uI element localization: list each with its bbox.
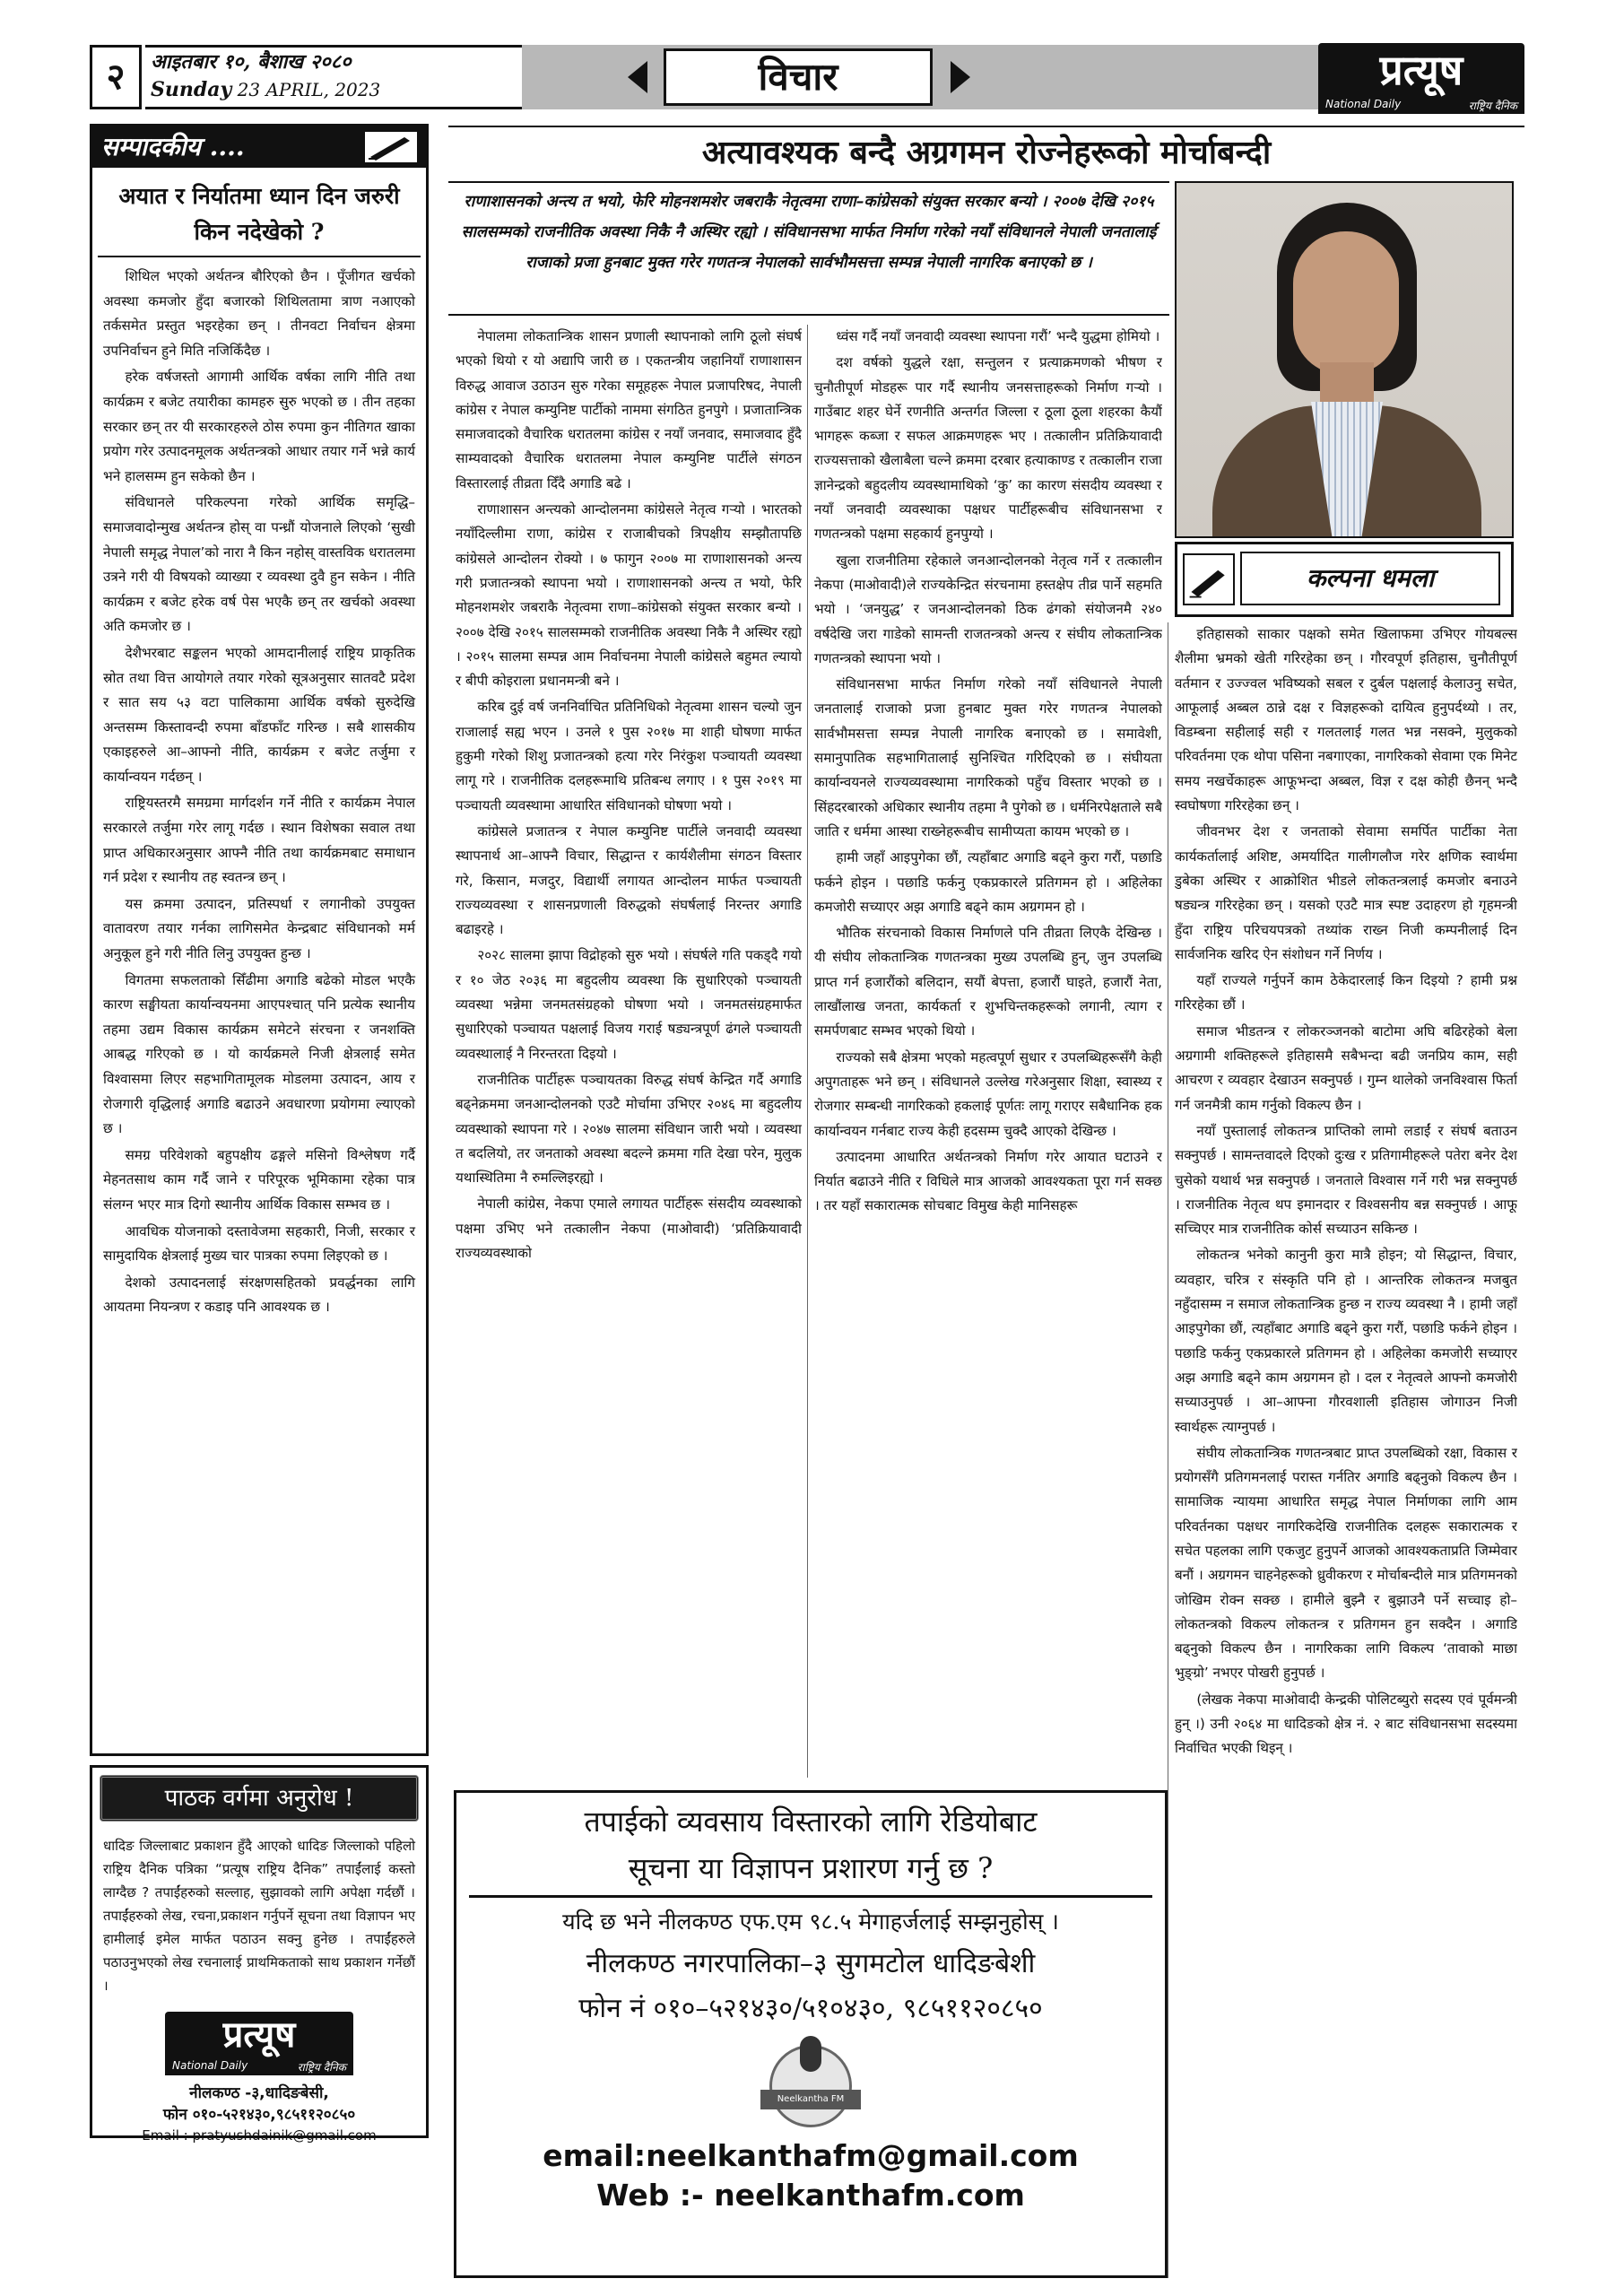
author-name: कल्पना धमला bbox=[1240, 552, 1500, 605]
reader-address bbox=[100, 2083, 419, 2126]
radio-logo-text: Neelkantha FM bbox=[760, 2090, 861, 2109]
arrow-left-icon bbox=[628, 61, 647, 93]
editorial-paragraph: हरेक वर्षजस्तो आगामी आर्थिक वर्षका लागि नीति तथा कार्यक्रम र बजेट तयारीका कामहरु सुरु भएको छ । तीन तहका सरकार छन् तर यी सरकारहरुले ठोस रुपमा कुन नीतिगत खाका प्रयोग गरेर उत्पादनमूलक अर्थतन्त्रको आधार तयार गर्ने भन्ने कार्य भने हालसम्म हुन सकेको छैन । bbox=[103, 369, 415, 484]
logo-tag-right: राष्ट्रिय दैनिक bbox=[1468, 100, 1517, 112]
editorial-banner bbox=[92, 126, 426, 168]
article-column-2 bbox=[814, 325, 1162, 1778]
page-header bbox=[90, 43, 1524, 117]
column-divider bbox=[807, 325, 808, 1778]
ad-divider bbox=[469, 1895, 1152, 1898]
editorial-paragraph: विगतमा सफलताको सिँढीमा अगाडि बढेको मोडल भएकै कारण सङ्घीयता कार्यान्वयनमा आएपश्चात् पनि प्रत्येक स्थानीय तहमा उद्यम विकास कार्यक्रम समेटने संरचना र जनशक्ति आबद्ध गरिएको छ । यो कार्यक्रमले निजी क्षेत्रलाई समेत विश्वासमा लिएर सहभागितामूलक मोडलमा उत्पादन, आय र रोजगारी वृद्धिलाई अगाडि बढाउने अवधारणा प्रयोगमा ल्याएको छ । bbox=[103, 971, 415, 1137]
article-column-1 bbox=[456, 325, 802, 1778]
logo-tag-left: National Daily bbox=[1325, 98, 1402, 110]
reader-logo-tag-left: National Daily bbox=[172, 2059, 248, 2072]
editorial-paragraph: संविधानले परिकल्पना गरेको आर्थिक समृद्धि–समाजवादोन्मुख अर्थतन्त्र होस् वा पन्ध्रौं योजनाले लिएको ‘सुखी नेपाली समृद्ध नेपाल’को नारा नै किन नहोस् वास्तविक धरातलमा उत्रने गरी यी विषयको व्याख्या र व्यवस्था दुवै हुन सकेन । नीति कार्यक्रम र बजेट हरेक वर्ष पेस भएकै छन् तर खर्चको अवस्था अति कमजोर छ । bbox=[103, 494, 415, 635]
reader-logo-tag-right: राष्ट्रिय दैनिक bbox=[297, 2061, 346, 2074]
newspaper-logo bbox=[1318, 43, 1524, 115]
editorial-headline: अयात र निर्यातमा ध्यान दिन जरुरी किन नदेखेको ? bbox=[98, 168, 421, 257]
article-col2-paragraph: दश वर्षको युद्धले रक्षा, सन्तुलन र प्रत्याक्रमणको भीषण र चुनौतीपूर्ण मोडहरू पार गर्दै स्थानीय जनसत्ताहरूको निर्माण गर्‍यो । गाउँबाट शहर घेर्ने रणनीति अन्तर्गत जिल्ला र ठूला ठूला शहरका कैयौं भागहरू कब्जा र सफल आक्रमणहरू भए । तत्कालीन प्रतिक्रियावादी राज्यसत्ताको खैलाबैला चल्ने क्रममा दरबार हत्याकाण्ड र तत्कालीन राजा ज्ञानेन्द्रको बहुदलीय व्यवस्थामाथिको ‘कु’ का कारण संसदीय व्यवस्था र नयाँ जनवादी व्यवस्थाका पक्षधर पार्टीहरूबीच संविधानसभा र गणतन्त्रको पक्षमा सहकार्य हुनपुग्यो । bbox=[814, 354, 1162, 543]
page-number: २ bbox=[90, 45, 142, 109]
article-lead: राणाशासनको अन्त्य त भयो, फेरि मोहनशमशेर जबराकै नेतृत्वमा राणा–कांग्रेसको संयुक्त सरकार बन्यो । २००७ देखि २०१५ सालसम्मको राजनीतिक अवस्था निकै नै अस्थिर रह्यो । संविधानसभा मार्फत निर्माण गरेको नयाँ संविधानले नेपाली जनतालाई राजाको प्रजा हुनबाट मुक्त गरेर गणतन्त्र नेपालको सार्वभौमसत्ता सम्पन्न नेपाली नागरिक बनाएको छ । bbox=[448, 181, 1169, 316]
editorial-paragraph: देशैभरबाट सङ्कलन भएको आमदानीलाई राष्ट्रिय प्राकृतिक स्रोत तथा वित्त आयोगले तयार गरेको सूत्रअनुसार सातवटै प्रदेश र सात सय ५३ वटा पालिकामा आर्थिक वर्षको सुरुदेखि अन्तसम्म किस्तावन्दी रुपमा बाँडफाँट गरिन्छ । सबै शासकीय एकाइहरुले आ–आफ्नो नीति, कार्यक्रम र बजेट तर्जुमा र कार्यान्वयन गर्दछन् । bbox=[103, 644, 415, 785]
article-col2-paragraph: राज्यको सबै क्षेत्रमा भएको महत्वपूर्ण सुधार र उपलब्धिहरूसँगै केही अपुगताहरू भने छन् । संविधानले उल्लेख गरेअनुसार शिक्षा, स्वास्थ्य र रोजगार सम्बन्धी नागरिकको हकलाई पूर्णतः लागू गराएर सबैधानिक हक कार्यान्वयन गर्नबाट राज्य केही हदसम्म चुक्दै आएको देखिन्छ । bbox=[814, 1048, 1162, 1139]
section-title: विचार bbox=[664, 48, 933, 106]
reader-address-line: नीलकण्ठ -३,धादिङबेसी, bbox=[189, 2084, 329, 2102]
article-col1-paragraph: नेपालमा लोकतान्त्रिक शासन प्रणाली स्थापनाको लागि ठूलो संघर्ष भएको थियो र यो अद्यापि जारी छ । एकतन्त्रीय जहानियाँ राणाशासन विरुद्ध आवाज उठाउन सुरु गरेका समूहहरू नेपाल प्रजापरिषद, नेपाली कांग्रेस र नेपाल कम्युनिष्ट पार्टीको नाममा संगठित हुनपुगे । प्रजातान्त्रिक समाजवादको वैचारिक धरातलमा कांग्रेस र नयाँ जनवाद, समाजवाद हुँदै साम्यवादको वैचारिक धरातलमा नेपाल कम्युनिष्ट पार्टीले संगठन विस्तारलाई तीव्रता दिँदै अगाडि बढे । bbox=[456, 328, 802, 491]
article-col1-paragraph: राजनीतिक पार्टीहरू पञ्चायतका विरुद्ध संघर्ष केन्द्रित गर्दै अगाडि बढ्नेक्रममा जनआन्दोलनको एउटै मोर्चामा उभिएर २०४६ मा बहुदलीय व्यवस्थाको स्थापना गरे । २०४७ सालमा संविधान जारी भयो । व्यवस्था त बदलियो, तर जनताको अवस्था बदल्ने क्रममा गति देखा परेन, मुलुक यथास्थितिमा नै रुमल्लिइरह्यो । bbox=[456, 1071, 802, 1187]
author-byline bbox=[1175, 542, 1514, 617]
reader-phone: फोन ०१०-५२१४३०,९८५११२०८५० bbox=[162, 2106, 356, 2124]
reader-logo-name: प्रत्यूष bbox=[165, 2012, 353, 2058]
article-col3-paragraph: जीवनभर देश र जनताको सेवामा समर्पित पार्टीका नेता कार्यकर्तालाई अशिष्ट, अमर्यादित गालीगलौज गरेर क्षणिक स्वार्थमा डुबेका अस्थिर र आक्रोशित भीडले लोकतन्त्रलाई कमजोर बनाउने षड्यन्त्र गरिरहेका छन् । यसको एउटै मात्र स्पष्ट उदाहरण हो गृहमन्त्री हुँदा राष्ट्रिय परिचयपत्रको तथ्यांक राख्न निजी कम्पनीलाई दिन सार्वजनिक खरिद ऐन संशोधन गर्ने निर्णय । bbox=[1175, 823, 1517, 962]
reader-logo bbox=[165, 2012, 353, 2075]
article-col1-paragraph: राणाशासन अन्त्यको आन्दोलनमा कांग्रेसले नेतृत्व गर्‍यो । भारतको नयाँदिल्लीमा राणा, कांग्रेस र राजाबीचको त्रिपक्षीय सम्झौतापछि कांग्रेसले आन्दोलन रोक्यो । ७ फागुन २००७ मा राणाशासनको अन्त्य गरी प्रजातन्त्रको स्थापना भयो । राणाशासनको अन्त्य त भयो, फेरि मोहनशमशेर जबराकै नेतृत्वमा राणा–कांग्रेसको संयुक्त सरकार बन्यो । २००७ देखि २०१५ सालसम्मको राजनीतिक अवस्था निकै नै अस्थिर रह्यो । २०१५ सालमा सम्पन्न आम निर्वाचनमा नेपाली कांग्रेसले बहुमत ल्यायो र बीपी कोइराला प्रधानमन्त्री बने । bbox=[456, 501, 802, 690]
reader-request-title: पाठक वर्गमा अनुरोध ! bbox=[100, 1775, 419, 1822]
reader-email[interactable]: Email : pratyushdainik@gmail.com bbox=[142, 2127, 377, 2144]
editorial-label: सम्पादकीय .... bbox=[101, 132, 245, 161]
radio-logo bbox=[757, 2036, 864, 2131]
reader-logo-tagline bbox=[165, 2058, 353, 2075]
logo-name: प्रत्यूष bbox=[1318, 43, 1524, 97]
article-col3-paragraph: समाज भीडतन्त्र र लोकरञ्जनको बाटोमा अघि बढिरहेको बेला अग्रगामी शक्तिहरूले इतिहासमै सबैभन्दा बढी जनप्रिय काम, सही आचरण र व्यवहार देखाउन सक्नुपर्छ । गुम्न थालेको जनविश्वास फिर्ता गर्न जनमैत्री काम गर्नुको विकल्प छैन । bbox=[1175, 1022, 1517, 1113]
ad-line-4: नीलकण्ठ नगरपालिका–३ सुगमटोल धादिङबेशी bbox=[586, 1948, 1036, 1979]
article-col2-paragraph: ध्वंस गर्दै नयाँ जनवादी व्यवस्था स्थापना गरौं’ भन्दै युद्धमा होमियो । bbox=[836, 328, 1160, 344]
ad-line-3: यदि छ भने नीलकण्ठ एफ.एम ९८.५ मेगाहर्जलाई सम्झनुहोस् । bbox=[562, 1909, 1059, 1935]
logo-tagline bbox=[1318, 97, 1524, 114]
date-nepali: आइतबार १०, बैशाख २०८० bbox=[151, 50, 352, 74]
article-col3-paragraph: लोकतन्त्र भनेको कानुनी कुरा मात्रै होइन; यो सिद्धान्त, विचार, व्यवहार, चरित्र र संस्कृति पनि हो । आन्तरिक लोकतन्त्र मजबुत नहुँदासम्म न समाज लोकतान्त्रिक हुन्छ न राज्य व्यवस्था नै । हामी जहाँ आइपुगेका छौं, त्यहाँबाट अगाडि बढ्ने कुरा गरौं, पछाडि फर्कने होइन । पछाडि फर्कनु एकप्रकारले प्रतिगमन हो । अहिलेका कमजोरी सच्याएर अझ अगाडि बढ्ने काम अग्रगमन हो । दल र नेतृत्वले आफ्नो कमजोरी सच्याउनुपर्छ । आ–आफ्ना गौरवशाली इतिहास जोगाउन निजी स्वार्थहरू त्याग्नुपर्छ । bbox=[1175, 1247, 1517, 1435]
article-col1-paragraph: करिब दुई वर्ष जननिर्वाचित प्रतिनिधिको नेतृत्वमा शासन चल्यो जुन राजालाई सह्य भएन । उनले १ पुस २०१७ मा शाही घोषणा मार्फत हुकुमी गरेको शिशु प्रजातन्त्रको हत्या गरेर निरंकुश पञ्चायती व्यवस्था लागू गरे । राजनीतिक दलहरूमाथि प्रतिबन्ध लगाए । १ पुस २०१९ मा पञ्चायती व्यवस्थामा आधारित संविधानको घोषणा भयो । bbox=[456, 699, 802, 813]
editorial-paragraph: शिथिल भएको अर्थतन्त्र बौरिएको छैन । पूँजीगत खर्चको अवस्था कमजोर हुँदा बजारको शिथिलतामा त्राण नआएको तर्कसमेत प्रस्तुत भइरहेका छन् । तीनवटा निर्वाचन क्षेत्रमा उपनिर्वाचन हुने मिति नजिकिँदैछ । bbox=[103, 268, 415, 359]
photo-face bbox=[1293, 231, 1399, 375]
author-photo bbox=[1175, 181, 1514, 538]
date-box bbox=[145, 45, 522, 109]
article-col3-paragraph: संघीय लोकतान्त्रिक गणतन्त्रबाट प्राप्त उपलब्धिको रक्षा, विकास र प्रयोगसँगै प्रतिगमनलाई परास्त गर्नतिर अगाडि बढ्नुको विकल्प छैन । सामाजिक न्यायमा आधारित समृद्ध नेपाल निर्माणका लागि आम परिवर्तनका पक्षधर नागरिकदेखि राजनीतिक दलहरू सकारात्मक र सचेत पहलका लागि एकजुट हुनुपर्ने आजको आवश्यकताप्रति जिम्मेवार बनौं । अग्रगमन चाहनेहरूको ध्रुवीकरण र मोर्चाबन्दीले मात्र प्रतिगमनको जोखिम रोक्न सक्छ । हामीले बुझ्नै र बुझाउनै पर्ने सच्चाइ हो– लोकतन्त्रको विकल्प लोकतन्त्र र प्रतिगमन हुन सक्दैन । अगाडि बढ्नुको विकल्प छैन । नागरिकका लागि विकल्प ‘तावाको माछा भुङ्ग्रो’ नभएर पोखरी हुनुपर्छ । bbox=[1175, 1444, 1517, 1682]
ad-line-2: सूचना या विज्ञापन प्रशारण गर्नु छ ? bbox=[628, 1851, 994, 1885]
article-col1-paragraph: कांग्रेसले प्रजातन्त्र र नेपाल कम्युनिष्ट पार्टीले जनवादी व्यवस्था स्थापनार्थ आ–आफ्नै विचार, सिद्धान्त र कार्यशैलीमा संगठन विस्तार गरे, किसान, मजदुर, विद्यार्थी लगायत आन्दोलन मार्फत पञ्चायती राज्यव्यवस्था र शासनप्रणाली विरुद्धको संघर्षलाई निरन्तर अगाडि बढाइरहे । bbox=[456, 822, 802, 938]
article-headline: अत्यावश्यक बन्दै अग्रगमन रोज्नेहरूको मोर्चाबन्दी bbox=[448, 126, 1524, 178]
microphone-icon bbox=[800, 2036, 821, 2072]
article-col2-paragraph: संविधानसभा मार्फत निर्माण गरेको नयाँ संविधानले नेपाली जनतालाई राजाको प्रजा हुनबाट मुक्त गरेर गणतन्त्र नेपालको सार्वभौमसत्ता सम्पन्न नेपाली नागरिक बनाएको छ । समावेशी, समानुपातिक सहभागितालाई सुनिश्चित गरिदिएको छ । संघीयता कार्यान्वयनले राज्यव्यवस्थामा नागरिकको पहुँच विस्तार भएको छ । सिंहदरबारको अधिकार स्थानीय तहमा नै पुगेको छ । धर्मनिरपेक्षताले सबै जाति र धर्ममा आस्था राख्नेहरूबीच सामीप्यता कायम भएको छ । bbox=[814, 676, 1162, 839]
article-col3-paragraph: नयाँ पुस्तालाई लोकतन्त्र प्राप्तिको लामो लडाईं र संघर्ष बताउन सक्नुपर्छ । सामन्तवादले दिएको दुःख र प्रतिगामीहरूले पतेरा बनेर देश चुसेको यथार्थ भन्न सक्नुपर्छ । जनताले विश्वास गर्ने गरी भन्न सक्नुपर्छ । राजनीतिक नेतृत्व थप इमानदार र विश्वसनीय बन्न सक्नुपर्छ । आफू सच्चिएर मात्र राजनीतिक कोर्स सच्याउन सकिन्छ । bbox=[1175, 1122, 1517, 1238]
ad-email[interactable]: email:neelkanthafm@gmail.com bbox=[543, 2138, 1079, 2173]
editorial-column bbox=[90, 124, 429, 1756]
author-pen-icon bbox=[1183, 553, 1235, 605]
article-col3-paragraph: यहाँ राज्यले गर्नुपर्ने काम ठेकेदारलाई किन दिइयो ? हामी प्रश्न गरिरहेका छौं । bbox=[1175, 972, 1517, 1013]
reader-request-body: धादिङ जिल्लाबाट प्रकाशन हुँदै आएको धादिङ जिल्लाको पहिलो राष्ट्रिय दैनिक पत्रिका “प्रत्यूष राष्ट्रिय दैनिक” तपाईंलाई कस्तो लाग्दैछ ? तपाईंहरुको सल्लाह, सुझावको लागि अपेक्षा गर्दछौं । तपाईंहरुको लेख, रचना,प्रकाशन गर्नुपर्ने सूचना तथा विज्ञापन भए हामीलाई इमेल मार्फत पठाउन सक्नु हुनेछ । तपाईंहरुले पठाउनुभएको लेख रचनालाई प्राथमिकताको साथ प्रकाशन गर्नेछौं । bbox=[103, 1838, 415, 1994]
editorial-paragraph: आवधिक योजनाको दस्तावेजमा सहकारी, निजी, सरकार र सामुदायिक क्षेत्रलाई मुख्य चार पात्रका रुपमा लिइएको छ । bbox=[103, 1222, 415, 1265]
editorial-paragraph: समग्र परिवेशको बहुपक्षीय ढङ्गले मसिनो विश्लेषण गर्दै मेहनतसाथ काम गर्दै जाने र परिपूरक भूमिकामा रहेका पात्र संलग्न भएर मात्र दिगो स्थानीय आर्थिक विकास सम्भव छ । bbox=[103, 1146, 415, 1213]
article-col2-paragraph: हामी जहाँ आइपुगेका छौं, त्यहाँबाट अगाडि बढ्ने कुरा गरौं, पछाडि फर्कने होइन । पछाडि फर्कनु एकप्रकारले प्रतिगमन हो । अहिलेका कमजोरी सच्याएर अझ अगाडि बढ्ने काम अग्रगमन हो । bbox=[814, 849, 1162, 915]
ad-phone: फोन नं ०१०–५२१४३०/५१०४३०, ९८५११२०८५० bbox=[578, 1993, 1043, 2024]
ad-line-1: तपाईको व्यवसाय विस्तारको लागि रेडियोबाट bbox=[584, 1805, 1038, 1839]
editorial-paragraph: देशको उत्पादनलाई संरक्षणसहितको प्रवर्द्धनका लागि आयतमा नियन्त्रण र कडाइ पनि आवश्यक छ । bbox=[103, 1274, 415, 1316]
editorial-body bbox=[92, 257, 426, 1329]
article-col2-paragraph: भौतिक संरचनाको विकास निर्माणले पनि तीव्रता लिएकै देखिन्छ । यी संघीय लोकतान्त्रिक गणतन्त्रका मुख्य उपलब्धि हुन्, जुन उपलब्धि प्राप्त गर्न हजारौंको बलिदान, सयौं बेपत्ता, हजारौं घाइते, हजारौं नेता, लाखौंलाख जनता, कार्यकर्ता र शुभचिन्तकहरूको लगानी, त्याग र समर्पणबाट सम्भव भएको थियो । bbox=[814, 925, 1162, 1039]
arrow-right-icon bbox=[951, 61, 970, 93]
article-col2-paragraph: उत्पादनमा आधारित अर्थतन्त्रको निर्माण गरेर आयात घटाउने र निर्यात बढाउने नीति र विधिले मात्र आजको आवश्यकता पूरा गर्न सक्छ । तर यहाँ सकारात्मक सोचबाट विमुख केही मानिसहरू bbox=[814, 1148, 1162, 1214]
editorial-paragraph: राष्ट्रियस्तरमै समग्रमा मार्गदर्शन गर्ने नीति र कार्यक्रम नेपाल सरकारले तर्जुमा गरेर लागू गर्दछ । स्थान विशेषका सवाल तथा प्राप्त अधिकारअनुसार आफ्नै नीति तथा कार्यक्रमबाट समाधान गर्न प्रदेश र स्थानीय तह स्वतन्त्र छन् । bbox=[103, 795, 415, 886]
pen-icon bbox=[365, 132, 417, 162]
article-col3-paragraph: इतिहासको साकार पक्षको समेत खिलाफमा उभिएर गोयबल्स शैलीमा भ्रमको खेती गरिरहेका छन् । गौरवपूर्ण इतिहास, चुनौतीपूर्ण वर्तमान र उज्ज्वल भविष्यको सबल र दुर्बल पक्षलाई केलाउनु सचेत, आफूलाई अब्बल ठान्ने दक्ष र विज्ञहरूको दायित्व हुनुपर्दथ्यो । तर, विडम्बना सहीलाई सही र गलतलाई गलत भन्न नसक्ने, मुलुकको परिवर्तनमा एक थोपा पसिना नबगाएका, नागरिकको सेवामा एक मिनेट समय नखर्चेकाहरू आफूभन्दा अब्बल, विज्ञ र दक्ष कोही छैनन् भन्दै स्वघोषणा गरिरहेका छन् । bbox=[1175, 626, 1517, 814]
article-col1-paragraph: नेपाली कांग्रेस, नेकपा एमाले लगायत पार्टीहरू संसदीय व्यवस्थाको पक्षमा उभिए भने तत्कालीन नेकपा (माओवादी) ‘प्रतिक्रियावादी राज्यव्यवस्थाको bbox=[456, 1196, 802, 1261]
radio-advertisement bbox=[454, 1790, 1168, 2278]
date-value: 23 APRIL, 2023 bbox=[237, 79, 381, 100]
article-col1-paragraph: २०२८ सालमा झापा विद्रोहको सुरु भयो । संघर्षले गति पकड्दै गयो र १० जेठ २०३६ मा बहुदलीय व्यवस्था कि सुधारिएको पञ्चायती व्यवस्था भन्नेमा जनमतसंग्रहको घोषणा भयो । जनमतसंग्रहमार्फत सुधारिएको पञ्चायत पक्षलाई विजय गराई षड्यन्त्रपूर्ण ढंगले पञ्चायती व्यवस्थालाई नै निरन्तरता दिइयो । bbox=[456, 947, 802, 1062]
date-day: Sunday bbox=[151, 78, 232, 101]
article-column-3 bbox=[1175, 622, 1517, 2278]
date-english bbox=[151, 76, 522, 103]
ad-website[interactable]: Web :- neelkanthafm.com bbox=[596, 2178, 1025, 2213]
editorial-paragraph: यस क्रममा उत्पादन, प्रतिस्पर्धा र लगानीको उपयुक्त वातावरण तयार गर्नका लागिसमेत केन्द्रबाट संविधानको मर्म अनुकूल हुने गरी नीति लिनु उपयुक्त हुन्छ । bbox=[103, 895, 415, 962]
article-col2-paragraph: खुला राजनीतिमा रहेकाले जनआन्दोलनको नेतृत्व गर्ने र तत्कालीन नेकपा (माओवादी)ले राज्यकेन्द्रित संरचनामा हस्तक्षेप तीव्र पार्ने सहमति भयो । ‘जनयुद्ध’ र जनआन्दोलनको ठिक ढंगको संयोजनमै २४० वर्षदेखि जरा गाडेको सामन्ती राजतन्त्रको अन्त्य र संघीय लोकतान्त्रिक गणतन्त्रको स्थापना भयो । bbox=[814, 552, 1162, 666]
reader-request-box bbox=[90, 1765, 429, 2144]
article-col3-paragraph: (लेखक नेकपा माओवादी केन्द्रकी पोलिटब्युरो सदस्य एवं पूर्वमन्त्री हुन् ।) उनी २०६४ मा धादिङको क्षेत्र नं. २ बाट संविधानसभा सदस्यमा निर्वाचित भएकी थिइन् । bbox=[1175, 1691, 1517, 1757]
